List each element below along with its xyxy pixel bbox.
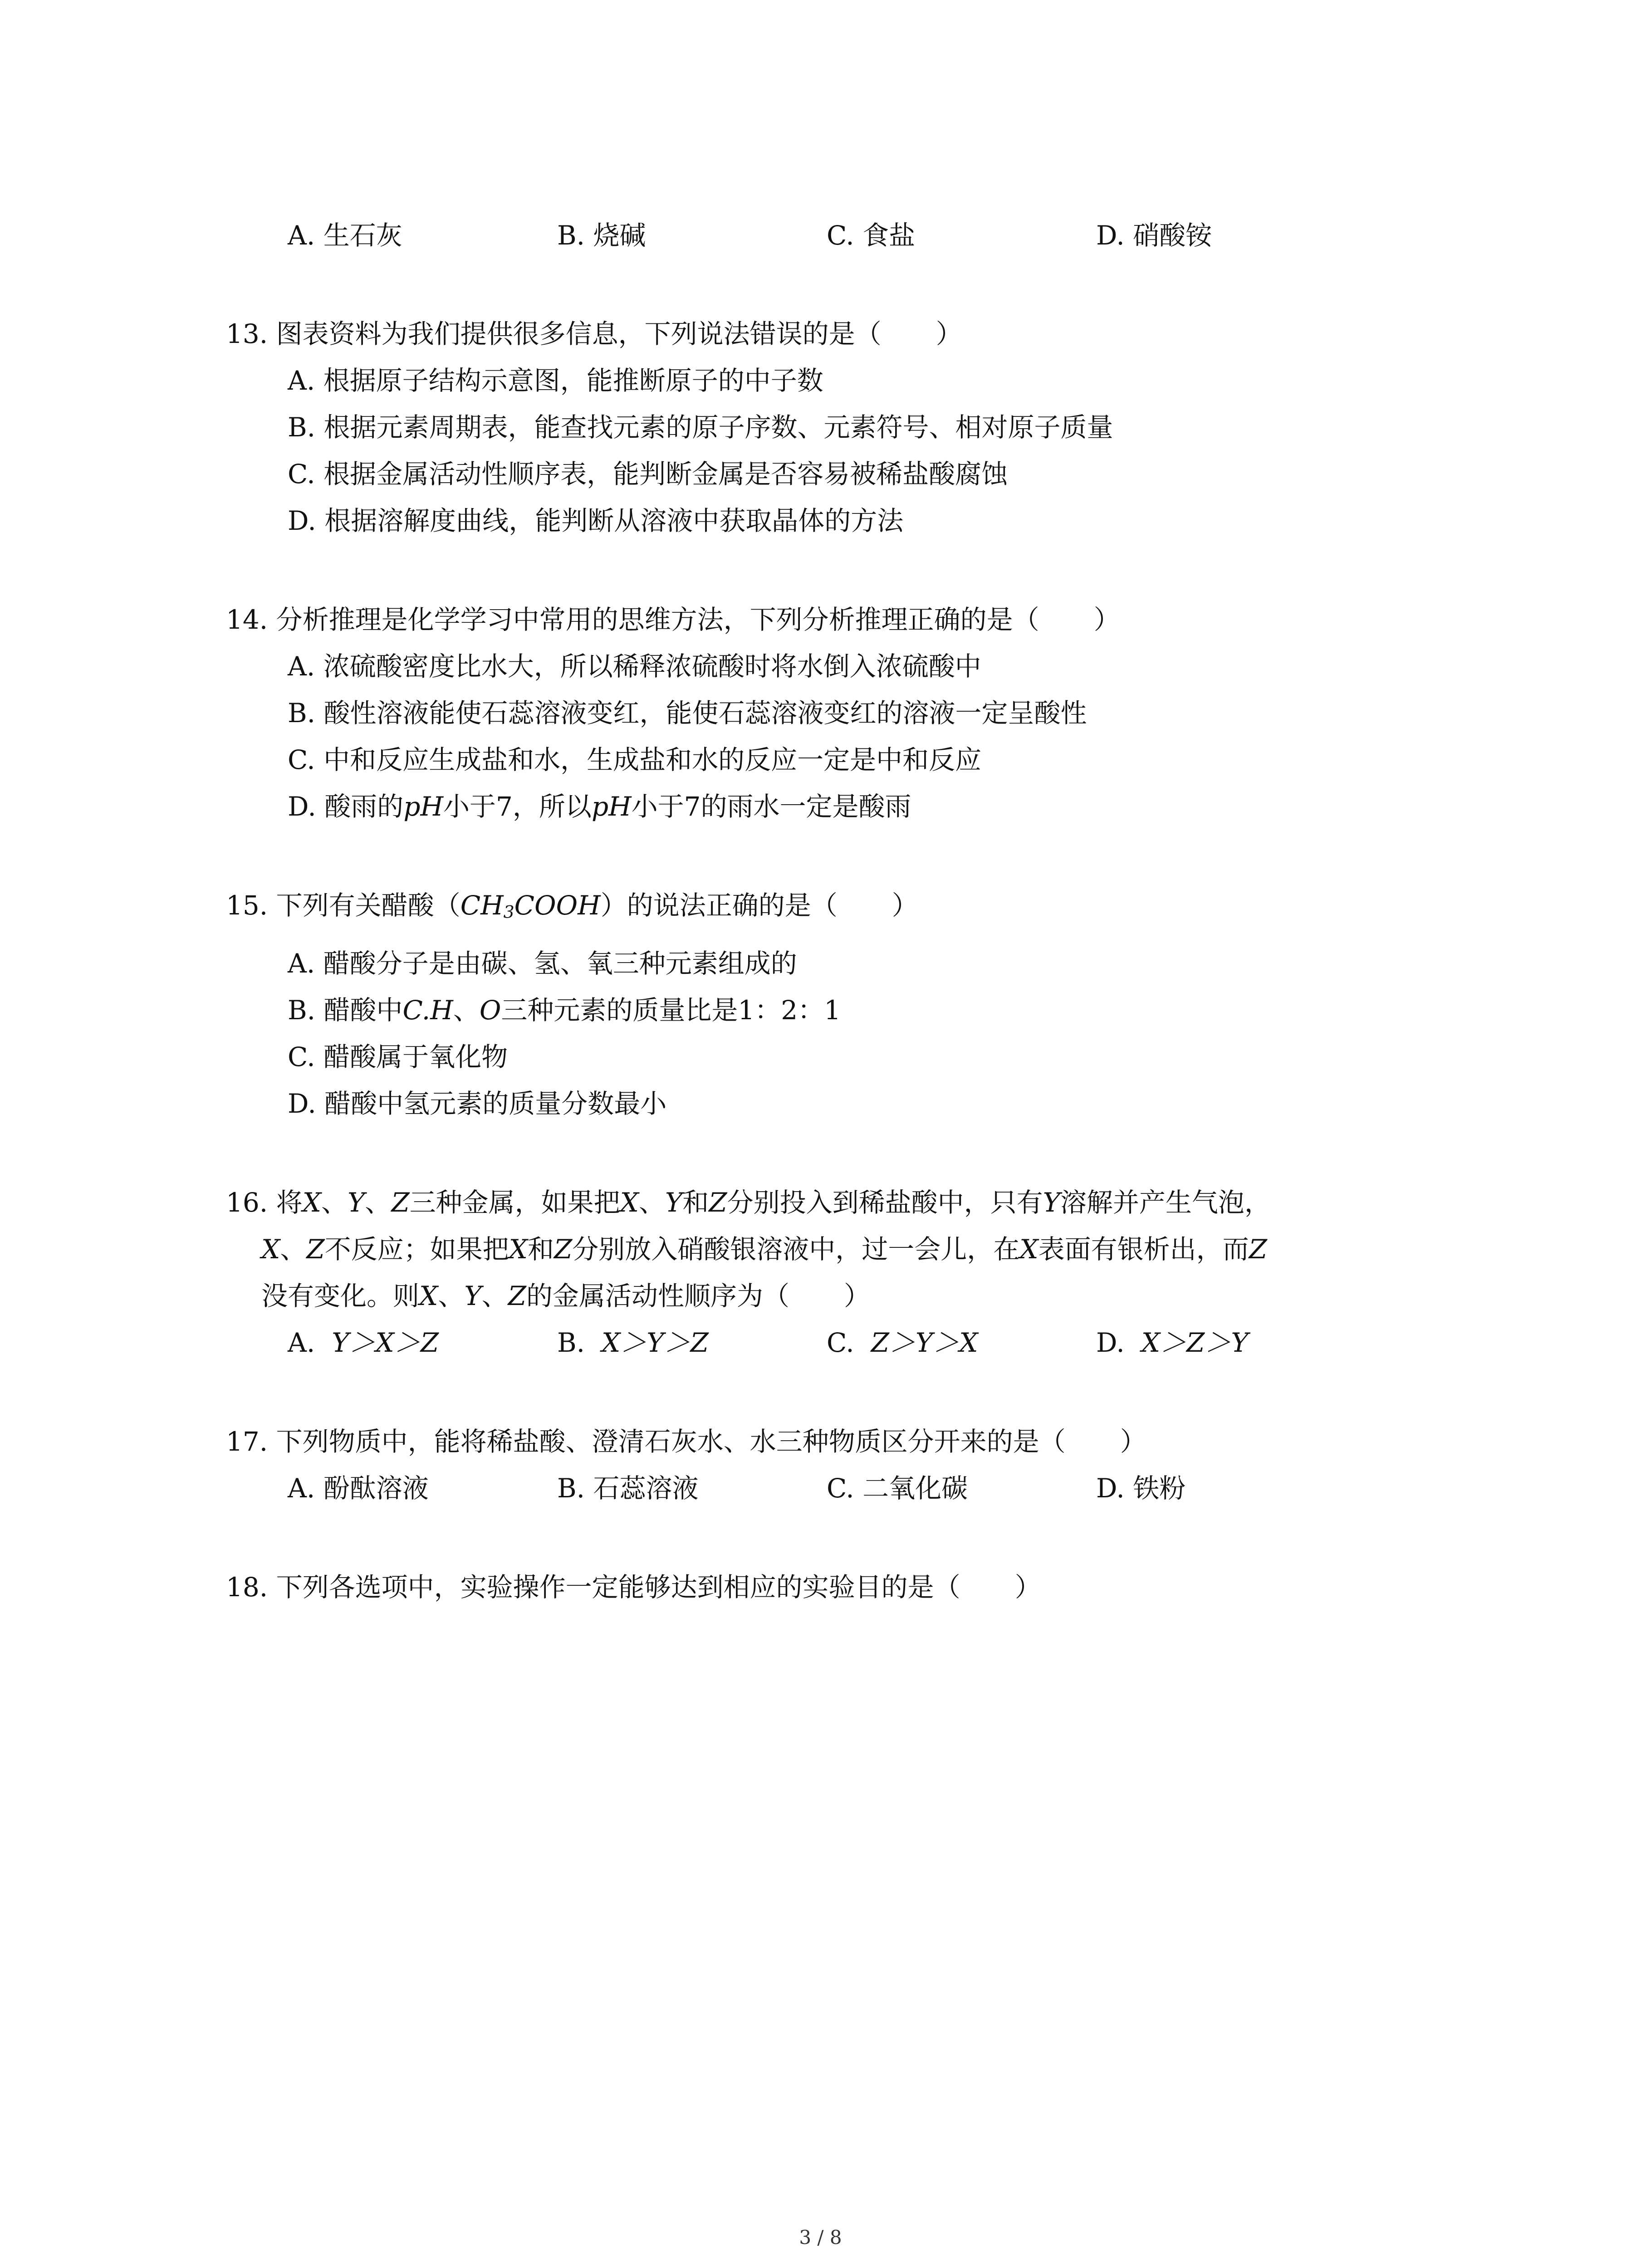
option-d: D. 铁粉 (1096, 1473, 1186, 1504)
option-c: C. 根据金属活动性顺序表，能判断金属是否容易被稀盐酸腐蚀 (288, 459, 1008, 489)
option-a: A. 浓硫酸密度比水大，所以稀释浓硫酸时将水倒入浓硫酸中 (288, 651, 981, 682)
question-stem-line-1: 16. 将X、Y、Z三种金属，如果把X、Y和Z分别投入到稀盐酸中，只有Y溶解并产生气泡， (226, 1187, 1271, 1218)
question-stem-line-3: 没有变化。则X、Y、Z的金属活动性顺序为（ ） (261, 1281, 870, 1311)
question-stem: 13. 图表资料为我们提供很多信息，下列说法错误的是（ ） (226, 318, 962, 349)
question-stem-line-2: X、Z不反应；如果把X和Z分别放入硝酸银溶液中，过一会儿，在X表面有银析出，而Z (261, 1234, 1267, 1265)
option-c: C. 醋酸属于氧化物 (288, 1041, 508, 1072)
option-c: C. 二氧化碳 (827, 1473, 968, 1504)
option-c: C. 中和反应生成盐和水，生成盐和水的反应一定是中和反应 (288, 744, 982, 775)
option-b: B. 烧碱 (557, 220, 646, 251)
option-b: B. X＞Y＞Z (557, 1327, 709, 1358)
option-a: A. 根据原子结构示意图，能推断原子的中子数 (288, 365, 823, 396)
chemical-formula: $CH_3COOH$ (460, 890, 601, 922)
option-d: D. 醋酸中氢元素的质量分数最小 (288, 1088, 667, 1119)
option-c: C. 食盐 (827, 220, 916, 251)
option-a: A. 醋酸分子是由碳、氢、氧三种元素组成的 (288, 948, 797, 979)
option-c: C. Z＞Y＞X (827, 1327, 978, 1358)
option-b: B. 根据元素周期表，能查找元素的原子序数、元素符号、相对原子质量 (288, 412, 1113, 443)
option-b: B. 酸性溶液能使石蕊溶液变红，能使石蕊溶液变红的溶液一定呈酸性 (288, 698, 1087, 728)
page-number: 3 / 8 (799, 2226, 842, 2248)
option-d: D. X＞Z＞Y (1096, 1327, 1249, 1358)
question-stem: 17. 下列物质中，能将稀盐酸、澄清石灰水、水三种物质区分开来的是（ ） (226, 1426, 1146, 1457)
option-a: A. 生石灰 (288, 220, 402, 251)
option-a: A. 酚酞溶液 (288, 1473, 429, 1504)
question-stem: 15. 下列有关醋酸$(CH_3COOH)$的说法正确的是（ ） (226, 890, 918, 922)
option-d: D. 根据溶解度曲线，能判断从溶液中获取晶体的方法 (288, 505, 904, 536)
question-stem: 18. 下列各选项中，实验操作一定能够达到相应的实验目的是（ ） (226, 1572, 1041, 1603)
option-d: D. 硝酸铵 (1096, 220, 1212, 251)
option-b: B. 石蕊溶液 (557, 1473, 699, 1504)
option-d: D. 酸雨的pH小于7，所以pH小于7的雨水一定是酸雨 (288, 791, 911, 822)
option-a: A. Y＞X＞Z (288, 1327, 439, 1358)
question-stem: 14. 分析推理是化学学习中常用的思维方法，下列分析推理正确的是（ ） (226, 604, 1120, 635)
option-b: B. 醋酸中C.H、O三种元素的质量比是1：2：1 (288, 995, 841, 1026)
